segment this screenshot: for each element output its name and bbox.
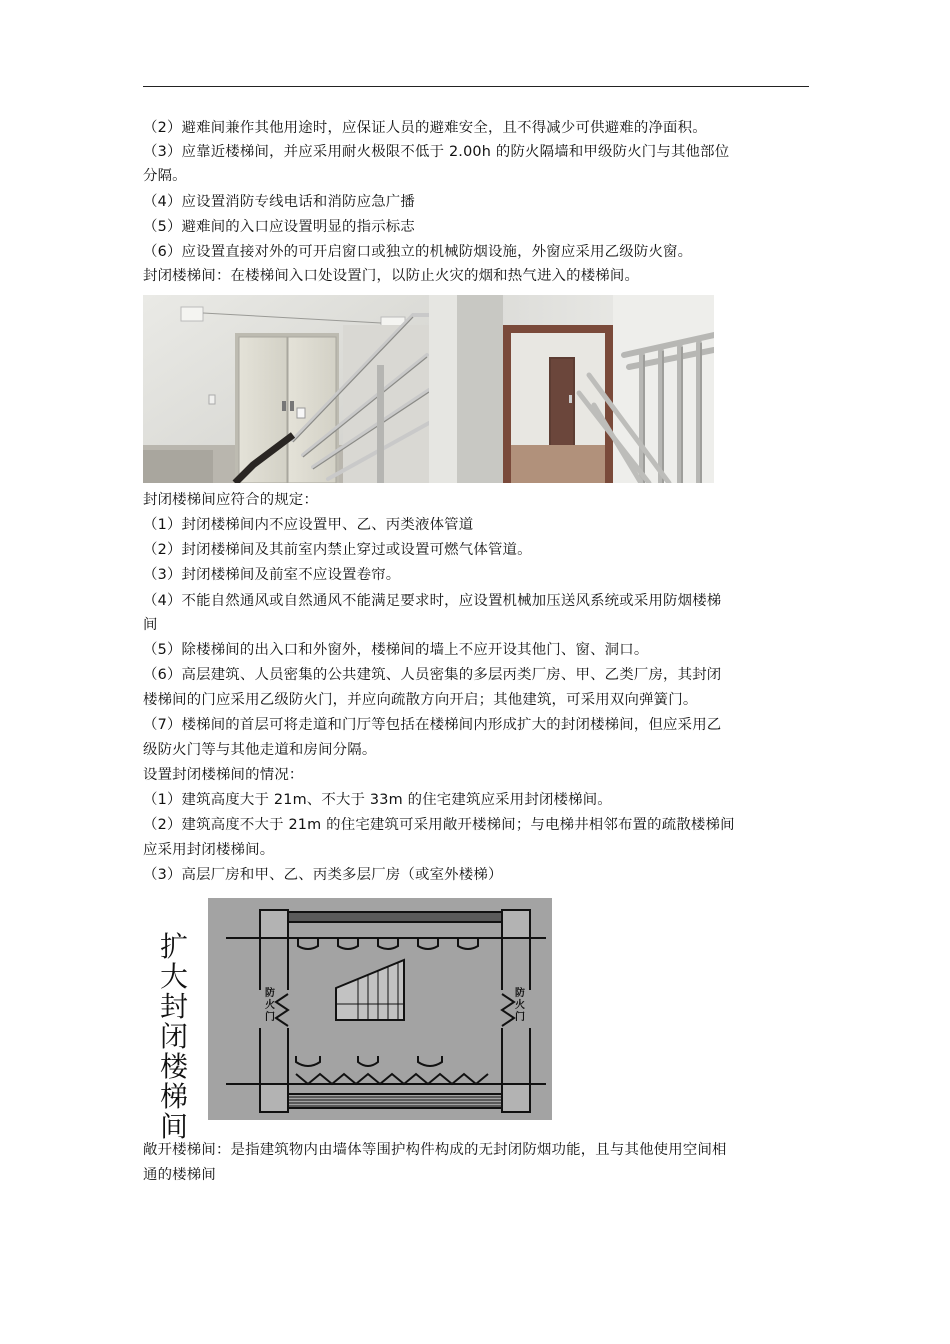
paragraph-condition-3: （3）高层厂房和甲、乙、丙类多层厂房（或室外楼梯）	[143, 867, 503, 883]
title-char: 间	[159, 1110, 188, 1143]
header-rule	[143, 86, 809, 87]
paragraph-rules-heading: 封闭楼梯间应符合的规定：	[143, 492, 319, 508]
paragraph-refuge-5: （5）避难间的入口应设置明显的指示标志	[143, 219, 415, 235]
title-char: 扩	[159, 930, 188, 963]
paragraph-rule-4: （4）不能自然通风或自然通风不能满足要求时，应设置机械加压送风系统或采用防烟楼梯	[143, 593, 722, 609]
paragraph-rule-6: （6）高层建筑、人员密集的公共建筑、人员密集的多层丙类厂房、甲、乙类厂房，其封闭	[143, 667, 722, 683]
title-char: 闭	[159, 1020, 188, 1053]
paragraph-refuge-3-cont: 分隔。	[143, 168, 187, 184]
photo-stairwell-interior	[429, 295, 714, 483]
enlarged-enclosed-stair-figure	[150, 896, 560, 1143]
paragraph-refuge-2: （2）避难间兼作其他用途时，应保证人员的避难安全，且不得减少可供避难的净面积。	[143, 120, 707, 136]
door-label-right-2: 火	[515, 1000, 525, 1011]
paragraph-rule-2: （2）封闭楼梯间及其前室内禁止穿过或设置可燃气体管道。	[143, 542, 532, 558]
door-label-left-3: 门	[265, 1012, 275, 1023]
door-label-left-2: 火	[265, 1000, 275, 1011]
paragraph-condition-2-cont: 应采用封闭楼梯间。	[143, 842, 275, 858]
paragraph-condition-2: （2）建筑高度不大于 21m 的住宅建筑可采用敞开楼梯间；与电梯井相邻布置的疏散楼梯间	[143, 817, 735, 833]
paragraph-open-stair-def-cont: 通的楼梯间	[143, 1167, 216, 1183]
door-label-right-1: 防	[515, 988, 525, 999]
paragraph-rule-7-cont: 级防火门等与其他走道和房间分隔。	[143, 742, 377, 758]
paragraph-condition-1: （1）建筑高度大于 21m、不大于 33m 的住宅建筑应采用封闭楼梯间。	[143, 792, 612, 808]
door-label-left-1: 防	[265, 988, 275, 999]
title-char: 大	[159, 960, 188, 993]
paragraph-refuge-3: （3）应靠近楼梯间，并应采用耐火极限不低于 2.00h 的防火隔墙和甲级防火门与其他部位	[143, 144, 730, 160]
door-label-right-3: 门	[515, 1012, 525, 1023]
paragraph-refuge-6: （6）应设置直接对外的可开启窗口或独立的机械防烟设施，外窗应采用乙级防火窗。	[143, 244, 693, 260]
stair-plan-diagram	[208, 898, 552, 1120]
paragraph-refuge-4: （4）应设置消防专线电话和消防应急广播	[143, 194, 415, 210]
photo-stairwell-door	[143, 295, 429, 483]
figure-vertical-title	[154, 932, 194, 1142]
paragraph-rule-3: （3）封闭楼梯间及前室不应设置卷帘。	[143, 567, 401, 583]
paragraph-rule-1: （1）封闭楼梯间内不应设置甲、乙、丙类液体管道	[143, 517, 474, 533]
paragraph-rule-6-cont: 楼梯间的门应采用乙级防火门，并应向疏散方向开启；其他建筑，可采用双向弹簧门。	[143, 692, 698, 708]
title-char: 楼	[159, 1050, 188, 1083]
paragraph-conditions-heading: 设置封闭楼梯间的情况：	[143, 767, 304, 783]
paragraph-rule-7: （7）楼梯间的首层可将走道和门厅等包括在楼梯间内形成扩大的封闭楼梯间，但应采用乙	[143, 717, 722, 733]
title-char: 封	[159, 990, 188, 1023]
paragraph-rule-4-cont: 间	[143, 617, 158, 633]
paragraph-enclosed-stair-def: 封闭楼梯间：在楼梯间入口处设置门，以防止火灾的烟和热气进入的楼梯间。	[143, 268, 640, 284]
paragraph-open-stair-def: 敞开楼梯间：是指建筑物内由墙体等围护构件构成的无封闭防烟功能，且与其他使用空间相	[143, 1142, 727, 1158]
title-char: 梯	[159, 1080, 188, 1113]
paragraph-rule-5: （5）除楼梯间的出入口和外窗外，楼梯间的墙上不应开设其他门、窗、洞口。	[143, 642, 649, 658]
